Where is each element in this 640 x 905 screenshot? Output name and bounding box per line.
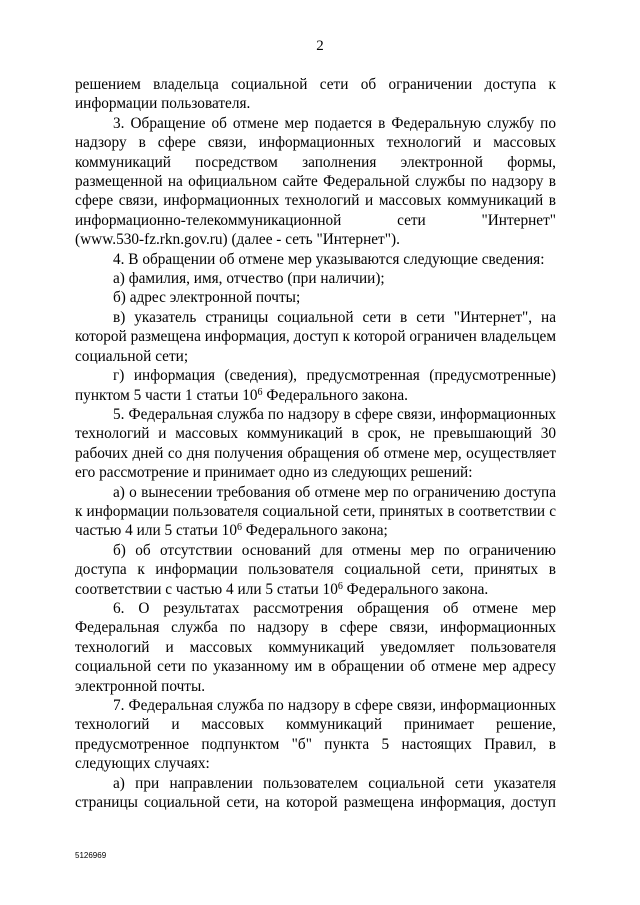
paragraph-4: 4. В обращении об отмене мер указываются следующие сведения: <box>113 250 545 268</box>
paragraph-5-b <box>75 541 556 599</box>
paragraph-4-g-text: г) информация (сведения), предусмотренная (предусмотренные) пунктом 5 части 1 статьи 10 <box>75 367 556 404</box>
paragraph-7: 7. Федеральная служба по надзору в сфере связи, информационных технологий и массовых коммуникаций принимает решение, предусмотренное подпунктом "б" пункта 5 настоящих Правил, в следующих случаях: <box>75 697 556 773</box>
paragraph-4-v: в) указатель страницы социальной сети в сети "Интернет", на которой размещена информация, доступ к которой ограничен владельцем социальной сети; <box>75 308 556 365</box>
superscript-6: 6 <box>257 386 263 398</box>
page-number: 2 <box>316 38 324 54</box>
paragraph-4-g <box>75 366 556 405</box>
paragraph-6: 6. О результатах рассмотрения обращения об отмене мер Федеральная служба по надзору в сфере связи, информационных технологий и массовых коммуникаций уведомляет пользователя социальной сети по указанному им в обращении об отмене мер адресу электронной почты. <box>75 599 556 695</box>
paragraph-7-a: а) при направлении пользователем социальной сети указателя страницы социальной сети, на которой размещена информация, доступ <box>75 774 556 812</box>
paragraph-5-b-end: Федерального закона. <box>342 580 489 598</box>
superscript-6: 6 <box>337 580 343 592</box>
paragraph-4-g-end: Федерального закона. <box>262 386 408 404</box>
paragraph-5-a-text: а) о вынесении требования об отмене мер по ограничению доступа к информации пользователя социальной сети, принятых в соответствии с частью 4 или 5 статьи 10 <box>75 483 556 540</box>
paragraph-4-a: а) фамилия, имя, отчество (при наличии); <box>113 270 385 288</box>
paragraph-5-b-text: б) об отсутствии оснований для отмены мер по ограничению доступа к информации пользователя социальной сети, принятых в соответствии с частью 4 или 5 статьи 10 <box>75 541 556 598</box>
paragraph-5: 5. Федеральная служба по надзору в сфере связи, информационных технологий и массовых коммуникаций в срок, не превышающий 30 рабочих дней со дня получения обращения об отмене мер, осуществляет его рассмотрение и принимает одно из следующих решений: <box>75 405 556 482</box>
document-body <box>75 75 556 812</box>
document-id: 5126969 <box>75 851 107 860</box>
paragraph-3: 3. Обращение об отмене мер подается в Федеральную службу по надзору в сфере связи, информационных технологий и массовых коммуникаций посредством заполнения электронной формы, размещенной на официальном сайте Федеральной службы по надзору в сфере связи, информационных технологий и массовых коммуникаций в информационно-телекоммуникационной сети "Интернет" <box>75 114 556 229</box>
paragraph-5-a <box>75 483 556 541</box>
paragraph-5-a-end: Федерального закона; <box>241 522 388 540</box>
superscript-6: 6 <box>236 522 242 534</box>
paragraph-4-b: б) адрес электронной почты; <box>113 289 301 307</box>
paragraph-continuation: решением владельца социальной сети об ограничении доступа к информации пользователя. <box>75 76 556 113</box>
paragraph-3-end: (www.530-fz.rkn.gov.ru) (далее - сеть "Интернет"). <box>75 231 400 249</box>
